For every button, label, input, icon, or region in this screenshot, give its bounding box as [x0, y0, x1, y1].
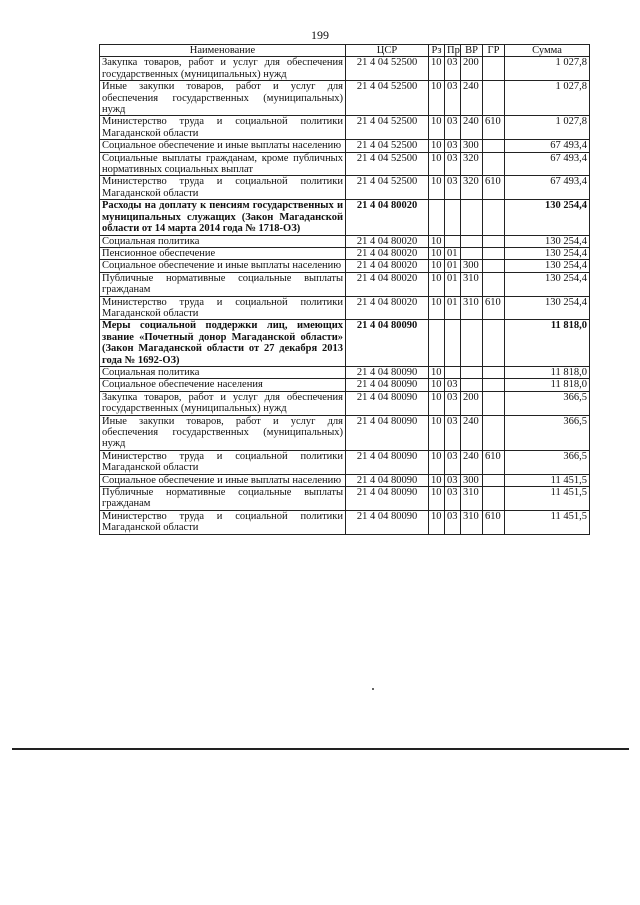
cell-name: Министерство труда и социальной политики Магаданской области [100, 450, 346, 474]
cell-pr: 03 [445, 379, 461, 391]
cell-pr: 03 [445, 116, 461, 140]
cell-vr: 240 [461, 116, 483, 140]
cell-rz: 10 [429, 260, 445, 272]
cell-rz: 10 [429, 57, 445, 81]
cell-gr [483, 391, 505, 415]
cell-csr: 21 4 04 80020 [346, 247, 429, 259]
cell-pr: 03 [445, 415, 461, 450]
cell-sum: 1 027,8 [505, 81, 590, 116]
cell-name: Министерство труда и социальной политики Магаданской области [100, 510, 346, 534]
cell-csr: 21 4 04 80020 [346, 272, 429, 296]
cell-name: Социальное обеспечение и иные выплаты населению [100, 474, 346, 486]
table-row [100, 235, 590, 247]
cell-rz: 10 [429, 140, 445, 152]
cell-rz: 10 [429, 272, 445, 296]
table-row [100, 320, 590, 367]
cell-vr: 200 [461, 391, 483, 415]
cell-pr: 01 [445, 296, 461, 320]
cell-name: Министерство труда и социальной политики Магаданской области [100, 116, 346, 140]
cell-gr [483, 200, 505, 235]
cell-gr [483, 415, 505, 450]
cell-pr [445, 200, 461, 235]
cell-vr [461, 235, 483, 247]
cell-sum: 130 254,4 [505, 235, 590, 247]
cell-gr [483, 366, 505, 378]
table-body [100, 57, 590, 534]
table-row [100, 296, 590, 320]
cell-sum: 130 254,4 [505, 200, 590, 235]
cell-gr [483, 487, 505, 511]
cell-gr [483, 152, 505, 176]
table-row [100, 450, 590, 474]
cell-vr: 310 [461, 296, 483, 320]
cell-pr [445, 320, 461, 367]
cell-csr: 21 4 04 52500 [346, 116, 429, 140]
cell-sum: 67 493,4 [505, 152, 590, 176]
cell-sum: 67 493,4 [505, 176, 590, 200]
cell-rz [429, 200, 445, 235]
cell-name: Социальная политика [100, 366, 346, 378]
cell-pr: 03 [445, 152, 461, 176]
table-row [100, 176, 590, 200]
cell-rz: 10 [429, 152, 445, 176]
cell-pr: 03 [445, 81, 461, 116]
cell-vr: 240 [461, 450, 483, 474]
cell-sum: 130 254,4 [505, 272, 590, 296]
cell-rz [429, 320, 445, 367]
cell-csr: 21 4 04 80090 [346, 510, 429, 534]
cell-gr: 610 [483, 176, 505, 200]
cell-pr: 03 [445, 510, 461, 534]
table-row [100, 140, 590, 152]
cell-sum: 366,5 [505, 450, 590, 474]
cell-sum: 366,5 [505, 415, 590, 450]
cell-sum: 11 451,5 [505, 474, 590, 486]
page-divider-line [12, 748, 629, 750]
cell-sum: 11 818,0 [505, 366, 590, 378]
cell-csr: 21 4 04 52500 [346, 176, 429, 200]
table-row [100, 487, 590, 511]
cell-vr [461, 247, 483, 259]
cell-csr: 21 4 04 80020 [346, 296, 429, 320]
cell-name: Министерство труда и социальной политики Магаданской области [100, 296, 346, 320]
cell-name: Социальное обеспечение и иные выплаты населению [100, 260, 346, 272]
cell-gr [483, 320, 505, 367]
cell-sum: 130 254,4 [505, 260, 590, 272]
cell-csr: 21 4 04 80090 [346, 379, 429, 391]
cell-sum: 130 254,4 [505, 296, 590, 320]
cell-vr: 310 [461, 272, 483, 296]
cell-vr [461, 379, 483, 391]
cell-rz: 10 [429, 391, 445, 415]
cell-gr [483, 81, 505, 116]
cell-vr: 240 [461, 415, 483, 450]
budget-table [99, 44, 590, 535]
cell-vr [461, 366, 483, 378]
cell-rz: 10 [429, 379, 445, 391]
cell-name: Меры социальной поддержки лиц, имеющих звание «Почетный донор Магаданской области» (Закон Магаданской области от 27 декабря 2013 года № 1692-ОЗ) [100, 320, 346, 367]
cell-csr: 21 4 04 80090 [346, 450, 429, 474]
cell-rz: 10 [429, 247, 445, 259]
table-row [100, 200, 590, 235]
table-row [100, 272, 590, 296]
table-row [100, 57, 590, 81]
cell-vr: 320 [461, 152, 483, 176]
cell-vr: 240 [461, 81, 483, 116]
cell-sum: 1 027,8 [505, 57, 590, 81]
cell-name: Публичные нормативные социальные выплаты гражданам [100, 487, 346, 511]
header-name: Наименование [100, 45, 346, 57]
table-row [100, 116, 590, 140]
cell-pr: 03 [445, 391, 461, 415]
page-number: 199 [311, 28, 329, 42]
cell-rz: 10 [429, 366, 445, 378]
cell-vr: 200 [461, 57, 483, 81]
cell-pr: 03 [445, 140, 461, 152]
cell-csr: 21 4 04 80020 [346, 200, 429, 235]
cell-pr [445, 366, 461, 378]
cell-gr: 610 [483, 510, 505, 534]
cell-name: Иные закупки товаров, работ и услуг для обеспечения государственных (муниципальных) нужд [100, 81, 346, 116]
cell-sum: 1 027,8 [505, 116, 590, 140]
cell-rz: 10 [429, 296, 445, 320]
table-row [100, 474, 590, 486]
cell-name: Закупка товаров, работ и услуг для обеспечения государственных (муниципальных) нужд [100, 391, 346, 415]
table-row [100, 81, 590, 116]
cell-gr [483, 247, 505, 259]
cell-sum: 11 818,0 [505, 379, 590, 391]
cell-sum: 11 451,5 [505, 487, 590, 511]
cell-rz: 10 [429, 487, 445, 511]
cell-vr [461, 320, 483, 367]
cell-csr: 21 4 04 52500 [346, 81, 429, 116]
cell-name: Министерство труда и социальной политики Магаданской области [100, 176, 346, 200]
cell-rz: 10 [429, 450, 445, 474]
cell-name: Расходы на доплату к пенсиям государственных и муниципальных служащих (Закон Магаданской области от 14 марта 2014 года № 1718-ОЗ) [100, 200, 346, 235]
cell-vr: 300 [461, 140, 483, 152]
cell-csr: 21 4 04 80090 [346, 391, 429, 415]
cell-gr [483, 140, 505, 152]
cell-rz: 10 [429, 81, 445, 116]
table-row [100, 379, 590, 391]
cell-pr: 01 [445, 260, 461, 272]
cell-gr [483, 260, 505, 272]
cell-csr: 21 4 04 80090 [346, 415, 429, 450]
table-row [100, 247, 590, 259]
header-row [100, 45, 590, 57]
cell-csr: 21 4 04 80090 [346, 474, 429, 486]
cell-vr [461, 200, 483, 235]
cell-rz: 10 [429, 235, 445, 247]
cell-csr: 21 4 04 52500 [346, 57, 429, 81]
cell-csr: 21 4 04 80090 [346, 366, 429, 378]
cell-rz: 10 [429, 474, 445, 486]
header-rz: Рз [429, 45, 445, 57]
header-pr: Пр [445, 45, 461, 57]
cell-pr: 03 [445, 57, 461, 81]
cell-pr: 01 [445, 272, 461, 296]
cell-gr: 610 [483, 296, 505, 320]
cell-name: Закупка товаров, работ и услуг для обеспечения государственных (муниципальных) нужд [100, 57, 346, 81]
cell-name: Публичные нормативные социальные выплаты гражданам [100, 272, 346, 296]
cell-rz: 10 [429, 510, 445, 534]
cell-gr [483, 379, 505, 391]
cell-name: Социальное обеспечение населения [100, 379, 346, 391]
cell-vr: 310 [461, 510, 483, 534]
table-row [100, 260, 590, 272]
cell-gr [483, 235, 505, 247]
scan-dot [372, 688, 374, 690]
cell-sum: 11 451,5 [505, 510, 590, 534]
cell-csr: 21 4 04 80090 [346, 487, 429, 511]
cell-name: Иные закупки товаров, работ и услуг для обеспечения государственных (муниципальных) нужд [100, 415, 346, 450]
cell-pr: 03 [445, 487, 461, 511]
cell-pr: 01 [445, 247, 461, 259]
header-vr: ВР [461, 45, 483, 57]
cell-name: Социальные выплаты гражданам, кроме публичных нормативных социальных выплат [100, 152, 346, 176]
header-gr: ГР [483, 45, 505, 57]
table-row [100, 366, 590, 378]
table-row [100, 510, 590, 534]
cell-name: Социальное обеспечение и иные выплаты населению [100, 140, 346, 152]
table-row [100, 415, 590, 450]
cell-vr: 310 [461, 487, 483, 511]
cell-name: Социальная политика [100, 235, 346, 247]
header-csr: ЦСР [346, 45, 429, 57]
cell-vr: 300 [461, 260, 483, 272]
cell-gr: 610 [483, 116, 505, 140]
header-sum: Сумма [505, 45, 590, 57]
table-row [100, 152, 590, 176]
cell-rz: 10 [429, 176, 445, 200]
table-row [100, 391, 590, 415]
cell-sum: 67 493,4 [505, 140, 590, 152]
cell-vr: 300 [461, 474, 483, 486]
cell-csr: 21 4 04 52500 [346, 152, 429, 176]
cell-rz: 10 [429, 116, 445, 140]
cell-csr: 21 4 04 80020 [346, 260, 429, 272]
cell-pr: 03 [445, 176, 461, 200]
cell-gr [483, 474, 505, 486]
cell-csr: 21 4 04 52500 [346, 140, 429, 152]
cell-gr [483, 272, 505, 296]
cell-pr: 03 [445, 450, 461, 474]
cell-sum: 366,5 [505, 391, 590, 415]
cell-rz: 10 [429, 415, 445, 450]
cell-sum: 130 254,4 [505, 247, 590, 259]
cell-gr [483, 57, 505, 81]
cell-sum: 11 818,0 [505, 320, 590, 367]
cell-pr: 03 [445, 474, 461, 486]
cell-csr: 21 4 04 80090 [346, 320, 429, 367]
cell-name: Пенсионное обеспечение [100, 247, 346, 259]
cell-gr: 610 [483, 450, 505, 474]
cell-pr [445, 235, 461, 247]
cell-vr: 320 [461, 176, 483, 200]
cell-csr: 21 4 04 80020 [346, 235, 429, 247]
